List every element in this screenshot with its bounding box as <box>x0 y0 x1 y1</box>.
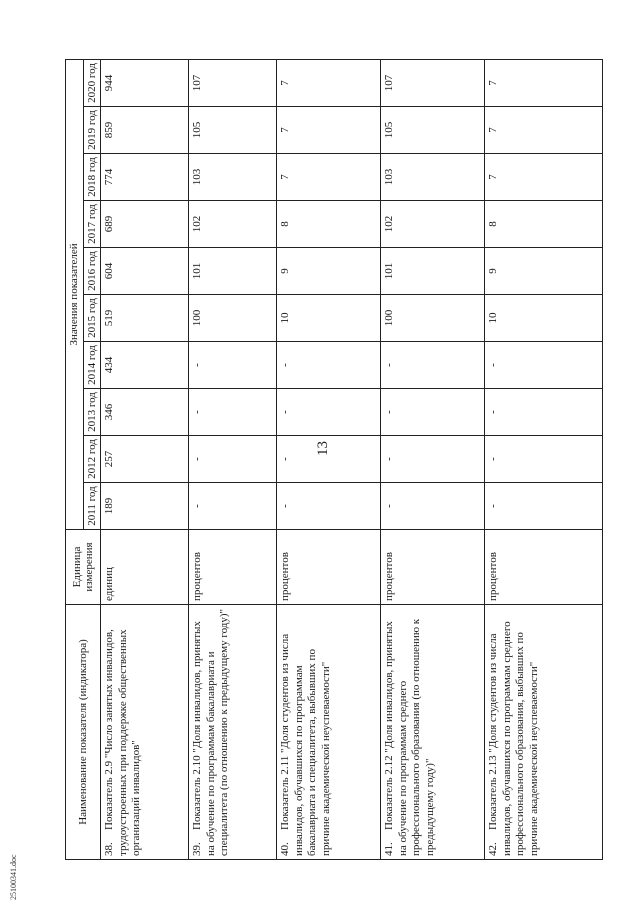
value-cell: 9 <box>277 248 381 295</box>
value-cell: 257 <box>101 436 189 483</box>
unit-cell: процентов <box>381 530 485 605</box>
row-number: 38. <box>103 842 116 856</box>
value-cell: - <box>189 389 277 436</box>
value-cell: 103 <box>381 154 485 201</box>
value-cell: 8 <box>277 201 381 248</box>
value-cell: 10 <box>277 295 381 342</box>
value-cell: - <box>189 483 277 530</box>
value-cell: - <box>485 342 603 389</box>
value-cell: - <box>277 342 381 389</box>
indicator-name: Показатель 2.9 "Число занятых инвалидов, трудоустроенных при поддержке общественных организаций инвалидов" <box>103 629 143 856</box>
value-cell: - <box>381 342 485 389</box>
value-cell: 100 <box>189 295 277 342</box>
indicator-cell <box>381 605 485 860</box>
value-cell: - <box>485 389 603 436</box>
value-cell: - <box>485 483 603 530</box>
rotated-table-container <box>65 60 620 860</box>
footer-document-name: 25100341.doc <box>9 854 18 900</box>
indicator-cell <box>485 605 603 860</box>
indicator-cell <box>101 605 189 860</box>
value-cell: 944 <box>101 59 189 106</box>
header-indicator-name: Наименование показателя (индикатора) <box>66 605 101 860</box>
header-year: 2020 год <box>83 59 101 106</box>
row-number: 40. <box>279 842 292 856</box>
table-body <box>101 59 603 859</box>
value-cell: - <box>277 436 381 483</box>
indicator-cell <box>277 605 381 860</box>
table-row <box>101 59 189 859</box>
value-cell: - <box>381 483 485 530</box>
value-cell: 8 <box>485 201 603 248</box>
indicator-name: Показатель 2.13 "Доля студентов из числа инвалидов, обучавшихся по программам среднего профессионального образования, выбывших по причине академической неуспеваемости" <box>487 621 540 856</box>
value-cell: - <box>277 483 381 530</box>
value-cell: 105 <box>381 107 485 154</box>
value-cell: 101 <box>381 248 485 295</box>
value-cell: 107 <box>189 59 277 106</box>
header-year: 2019 год <box>83 107 101 154</box>
value-cell: 7 <box>485 154 603 201</box>
value-cell: 689 <box>101 201 189 248</box>
indicator-name: Показатель 2.11 "Доля студентов из числа инвалидов, обучавшихся по программам бакалавриата и специалитета, выбывших по причине академической неуспеваемости" <box>279 633 332 856</box>
header-year: 2014 год <box>83 342 101 389</box>
header-year: 2012 год <box>83 436 101 483</box>
header-year: 2013 год <box>83 389 101 436</box>
value-cell: 105 <box>189 107 277 154</box>
indicator-name: Показатель 2.10 "Доля инвалидов, принятых на обучение по программам бакалавриата и специалитета (по отношению к предыдущему году)" <box>191 608 231 856</box>
header-year: 2011 год <box>83 483 101 530</box>
value-cell: 519 <box>101 295 189 342</box>
page-number: 13 <box>315 441 331 456</box>
table-row <box>485 59 603 859</box>
header-values-group: Значения показателей <box>66 59 84 529</box>
value-cell: 10 <box>485 295 603 342</box>
value-cell: - <box>381 436 485 483</box>
unit-cell: процентов <box>189 530 277 605</box>
value-cell: 103 <box>189 154 277 201</box>
row-number: 42. <box>487 842 500 856</box>
value-cell: 100 <box>381 295 485 342</box>
value-cell: 7 <box>485 107 603 154</box>
row-number: 41. <box>383 842 396 856</box>
header-year: 2017 год <box>83 201 101 248</box>
value-cell: 7 <box>277 59 381 106</box>
indicators-table <box>65 59 603 860</box>
value-cell: - <box>381 389 485 436</box>
value-cell: - <box>189 342 277 389</box>
unit-cell: единиц <box>101 530 189 605</box>
value-cell: - <box>485 436 603 483</box>
unit-cell: процентов <box>485 530 603 605</box>
header-year: 2016 год <box>83 248 101 295</box>
header-year: 2018 год <box>83 154 101 201</box>
table-row <box>277 59 381 859</box>
value-cell: 102 <box>381 201 485 248</box>
value-cell: - <box>277 389 381 436</box>
value-cell: 7 <box>277 107 381 154</box>
value-cell: 189 <box>101 483 189 530</box>
value-cell: 859 <box>101 107 189 154</box>
value-cell: 107 <box>381 59 485 106</box>
indicator-cell <box>189 605 277 860</box>
value-cell: 346 <box>101 389 189 436</box>
row-number: 39. <box>191 842 204 856</box>
value-cell: 102 <box>189 201 277 248</box>
unit-cell: процентов <box>277 530 381 605</box>
value-cell: 9 <box>485 248 603 295</box>
value-cell: 604 <box>101 248 189 295</box>
value-cell: 434 <box>101 342 189 389</box>
value-cell: 7 <box>485 59 603 106</box>
table-row <box>189 59 277 859</box>
header-unit: Единица измерения <box>66 530 101 605</box>
value-cell: - <box>189 436 277 483</box>
value-cell: 774 <box>101 154 189 201</box>
table-row <box>381 59 485 859</box>
value-cell: 7 <box>277 154 381 201</box>
indicator-name: Показатель 2.12 "Доля инвалидов, принятых на обучение по программам среднего профессионального образования (по отношению к предыдущему году)" <box>383 618 436 856</box>
header-year: 2015 год <box>83 295 101 342</box>
value-cell: 101 <box>189 248 277 295</box>
